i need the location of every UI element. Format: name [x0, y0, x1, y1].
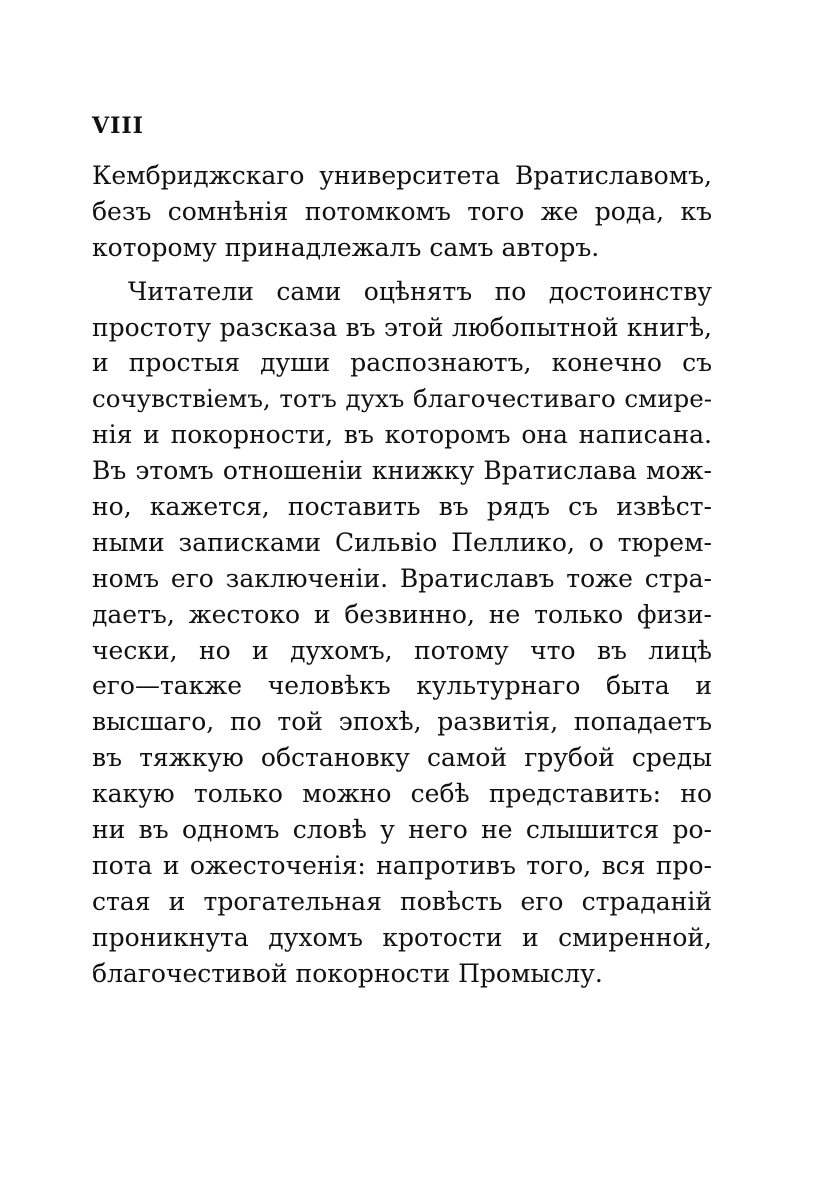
text-line: ни въ одномъ словѣ у него не слышится ро-	[92, 815, 712, 845]
text-line: стая и трогательная повѣсть его страданій	[92, 886, 712, 916]
text-line: простоту разсказа въ этой любопытной книгѣ,	[92, 312, 712, 342]
text-line: въ тяжкую обстановку самой грубой среды	[92, 743, 712, 773]
text-line: Кембриджскаго университета Вратиславомъ,	[92, 161, 712, 190]
body-text	[92, 158, 712, 991]
text-line: высшаго, по той эпохѣ, развитія, попадаетъ	[92, 707, 712, 737]
text-line: проникнута духомъ кротости и смиренной,	[92, 922, 712, 952]
text-line: Читатели сами оцѣнятъ по достоинству	[128, 276, 712, 306]
text-line: безъ сомнѣнія потомкомъ того же рода, къ	[92, 196, 712, 226]
text-line: ными записками Сильвіо Пеллико, о тюрем-	[92, 527, 712, 557]
text-line: благочестивой покорности Промыслу.	[92, 958, 603, 988]
text-line: его—также человѣкъ культурнаго быта и	[92, 671, 712, 701]
text-line: и простыя души распознаютъ, конечно съ	[92, 348, 712, 378]
text-line: нія и покорности, въ которомъ она написана.	[92, 420, 712, 450]
text-line: какую только можно себѣ представить: но	[92, 779, 712, 809]
text-line: пота и ожесточенія: напротивъ того, вся про-	[92, 850, 712, 880]
text-line: но, кажется, поставить въ рядъ съ извѣст-	[92, 492, 712, 522]
text-line: Въ этомъ отношеніи книжку Вратислава мож-	[92, 456, 712, 486]
text-line: чески, но и духомъ, потому что въ лицѣ	[92, 635, 712, 665]
text-line: сочувствіемъ, тотъ духъ благочестиваго смире-	[92, 384, 712, 414]
text-line: которому принадлежалъ самъ авторъ.	[92, 232, 600, 262]
text-line: номъ его заключеніи. Вратиславъ тоже стра-	[92, 563, 712, 593]
page-number: VIII	[92, 113, 144, 139]
text-line: даетъ, жестоко и безвинно, не только физи-	[92, 599, 712, 629]
